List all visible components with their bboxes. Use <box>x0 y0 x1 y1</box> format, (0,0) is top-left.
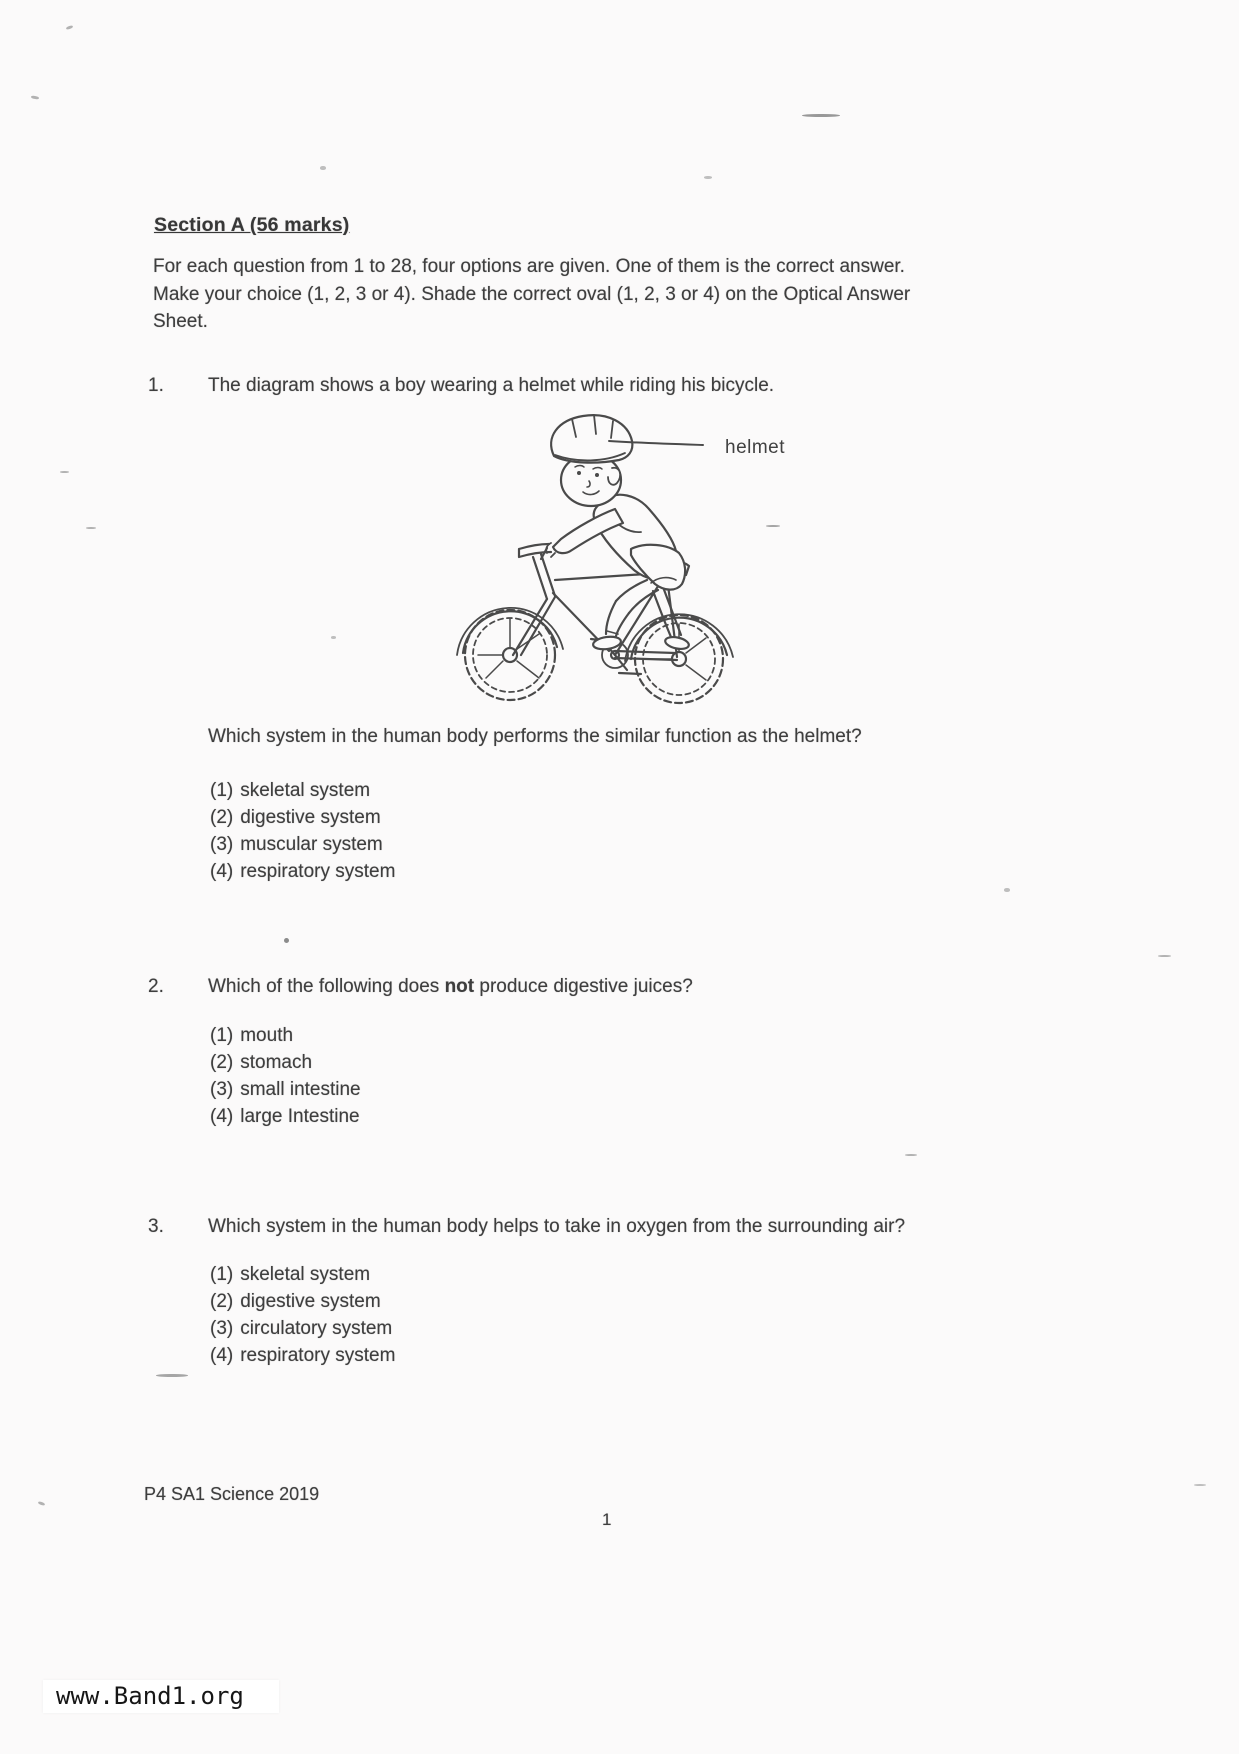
question-2-number: 2. <box>148 976 164 997</box>
question-3-options <box>210 1261 395 1369</box>
scan-artifact <box>331 636 336 639</box>
option-number: (1) <box>210 780 234 801</box>
option-text: digestive system <box>240 807 381 828</box>
scan-artifact <box>156 1374 188 1377</box>
scan-artifact <box>320 166 326 170</box>
question-2-stem-before: Which of the following does <box>208 976 445 997</box>
scan-artifact <box>60 471 69 473</box>
option-text: digestive system <box>240 1291 381 1312</box>
diagram-helmet-label: helmet <box>725 437 786 458</box>
scan-artifact <box>284 938 289 943</box>
question-1-stem-2: Which system in the human body performs the similar function as the helmet? <box>208 726 862 747</box>
question-3-stem: Which system in the human body helps to take in oxygen from the surrounding air? <box>208 1216 906 1237</box>
option-text: respiratory system <box>240 861 396 882</box>
scan-artifact <box>802 114 840 117</box>
option-number: (3) <box>210 1318 234 1339</box>
option-text: skeletal system <box>240 1264 371 1285</box>
question-3-option-1 <box>210 1261 395 1288</box>
bicycle-helmet-diagram <box>455 403 907 718</box>
question-2-option-1 <box>210 1022 361 1049</box>
scan-artifact <box>704 176 712 179</box>
question-2-options <box>210 1022 361 1130</box>
scan-artifact <box>766 525 780 527</box>
question-2-option-2 <box>210 1049 361 1076</box>
option-number: (1) <box>210 1025 234 1046</box>
option-text: skeletal system <box>240 780 371 801</box>
scan-artifact <box>86 527 96 529</box>
footer-doc-title: P4 SA1 Science 2019 <box>144 1484 320 1504</box>
option-number: (2) <box>210 1052 234 1073</box>
question-2-stem <box>208 976 693 998</box>
section-instructions <box>153 253 910 336</box>
scan-artifact <box>31 95 39 99</box>
watermark-text: www.Band1.org <box>56 1682 244 1710</box>
question-1-options <box>210 777 395 885</box>
option-text: small intestine <box>240 1079 361 1100</box>
question-2-option-3 <box>210 1076 361 1103</box>
option-number: (4) <box>210 861 234 882</box>
question-1-number: 1. <box>148 375 164 396</box>
instructions-line-2: Make your choice (1, 2, 3 or 4). Shade the correct oval (1, 2, 3 or 4) on the Optical Answer <box>153 283 911 305</box>
question-2-stem-bold: not <box>444 976 475 997</box>
option-text: muscular system <box>240 834 383 855</box>
question-3-option-2 <box>210 1288 395 1315</box>
question-1-option-1 <box>210 777 395 804</box>
question-2-stem-after: produce digestive juices? <box>474 976 693 997</box>
option-text: circulatory system <box>240 1318 393 1339</box>
scan-artifact <box>1194 1484 1206 1486</box>
footer-page-number: 1 <box>602 1510 612 1529</box>
scan-artifact <box>905 1154 917 1156</box>
option-number: (4) <box>210 1345 234 1366</box>
option-number: (3) <box>210 1079 234 1100</box>
option-number: (2) <box>210 807 234 828</box>
section-heading: Section A (56 marks) <box>154 214 350 236</box>
option-text: respiratory system <box>240 1345 396 1366</box>
instructions-line-1: For each question from 1 to 28, four options are given. One of them is the correct answer. <box>153 256 905 277</box>
instructions-line-3: Sheet. <box>153 311 208 332</box>
option-text: mouth <box>240 1025 294 1046</box>
option-number: (3) <box>210 834 234 855</box>
scan-artifact <box>1158 955 1171 957</box>
question-1-option-3 <box>210 831 395 858</box>
option-number: (2) <box>210 1291 234 1312</box>
question-3-option-4 <box>210 1342 395 1369</box>
watermark-box <box>43 1680 279 1713</box>
question-1-stem: The diagram shows a boy wearing a helmet while riding his bicycle. <box>208 375 775 396</box>
question-1-option-2 <box>210 804 395 831</box>
scan-artifact <box>1004 888 1010 892</box>
scan-artifact <box>38 1501 46 1506</box>
scan-artifact <box>66 25 74 30</box>
option-text: stomach <box>240 1052 313 1073</box>
question-3-option-3 <box>210 1315 395 1342</box>
option-number: (4) <box>210 1106 234 1127</box>
question-2-option-4 <box>210 1103 361 1130</box>
option-text: large Intestine <box>240 1106 360 1127</box>
question-1-option-4 <box>210 858 395 885</box>
question-3-number: 3. <box>148 1216 164 1237</box>
option-number: (1) <box>210 1264 234 1285</box>
